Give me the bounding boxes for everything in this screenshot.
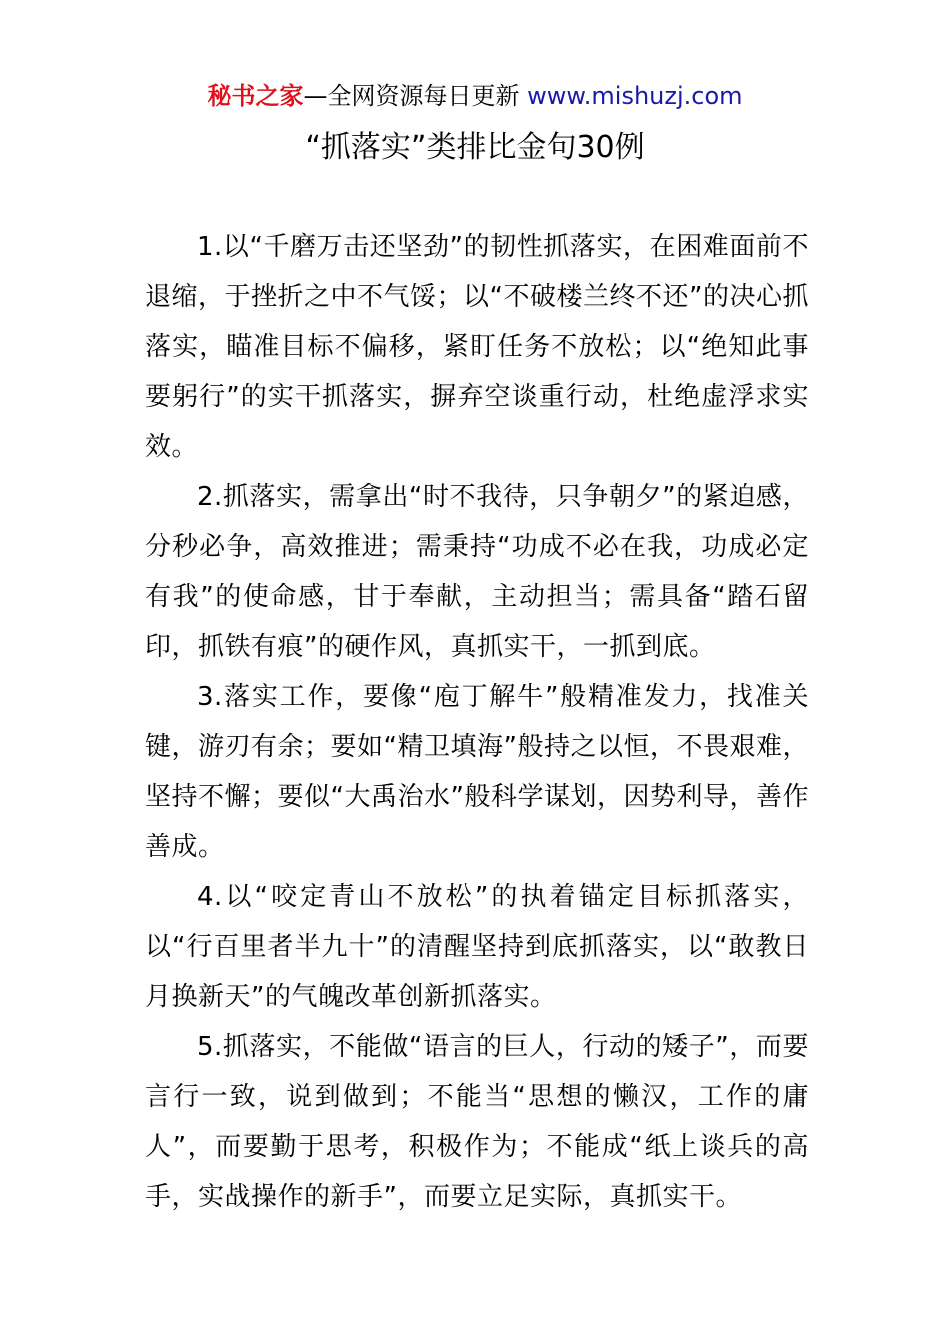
paragraph-4: 4.以“咬定青山不放松”的执着锚定目标抓落实，以“行百里者半九十”的清醒坚持到底抓落实，以“敢教日月换新天”的气魄改革创新抓落实。 — [145, 882, 809, 1012]
paragraph-5: 5.抓落实，不能做“语言的巨人，行动的矮子”，而要言行一致，说到做到；不能当“思想的懒汉，工作的庸人”，而要勤于思考，积极作为；不能成“纸上谈兵的高手，实战操作的新手”，而要立足实际，真抓实干。 — [145, 1032, 809, 1212]
site-url-link[interactable]: www.mishuzj.com — [527, 82, 743, 110]
document-body — [145, 222, 809, 1222]
paragraph-2: 2.抓落实，需拿出“时不我待，只争朝夕”的紧迫感，分秒必争，高效推进；需秉持“功成不必在我，功成必定有我”的使命感，甘于奉献，主动担当；需具备“踏石留印，抓铁有痕”的硬作风，真抓实干，一抓到底。 — [145, 482, 809, 662]
header-tagline: —全网资源每日更新 — [303, 82, 520, 110]
paragraph-1: 1.以“千磨万击还坚劲”的韧性抓落实，在困难面前不退缩，于挫折之中不气馁；以“不破楼兰终不还”的决心抓落实，瞄准目标不偏移，紧盯任务不放松；以“绝知此事要躬行”的实干抓落实，摒弃空谈重行动，杜绝虚浮求实效。 — [145, 232, 809, 462]
site-header — [0, 80, 950, 112]
document-title: “抓落实”类排比金句30例 — [305, 130, 645, 165]
paragraph-3: 3.落实工作，要像“庖丁解牛”般精准发力，找准关键，游刃有余；要如“精卫填海”般持之以恒，不畏艰难，坚持不懈；要似“大禹治水”般科学谋划，因势利导，善作善成。 — [145, 682, 809, 862]
brand-name: 秘书之家 — [207, 82, 304, 110]
